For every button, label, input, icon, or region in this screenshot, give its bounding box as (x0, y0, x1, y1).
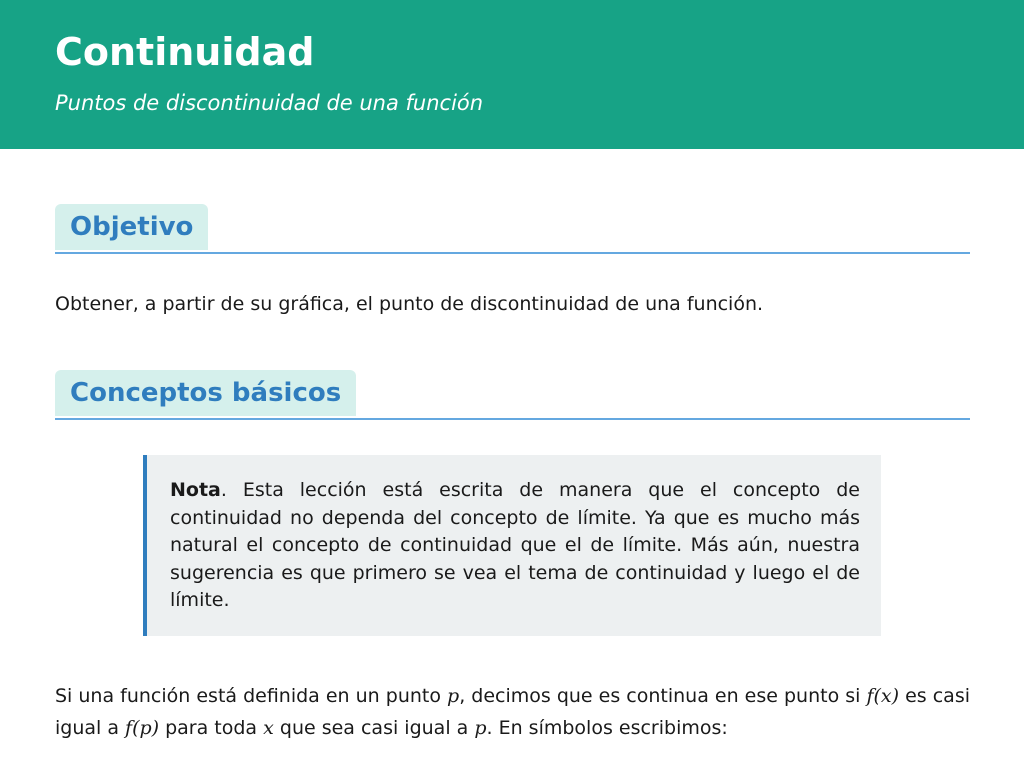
definition-text: para toda (159, 716, 264, 739)
definition-text: es casi igual a (55, 685, 971, 739)
note-box (143, 455, 881, 636)
section-heading-label: Conceptos básicos (55, 370, 356, 416)
page-subtitle: Puntos de discontinuidad de una función (55, 91, 484, 115)
section-heading-conceptos (55, 370, 970, 420)
objective-text: Obtener, a partir de su gráfica, el punto de discontinuidad de una función. (55, 293, 764, 315)
note-body: . Esta lección está escrita de manera que el concepto de continuidad no dependa del concepto de límite. Ya que es mucho más natural el concepto de continuidad que el de límite. Más aún, nuestra sugerencia es que primero se vea el tema de continuidad y luego el de límite. (170, 479, 860, 611)
note-label: Nota (170, 479, 221, 501)
page-title: Continuidad (55, 30, 315, 74)
definition-paragraph (55, 681, 970, 744)
definition-text: Si una función está definida en un punto (55, 685, 448, 707)
math-x: x (263, 716, 274, 739)
math-p: p (447, 685, 460, 707)
section-heading-objetivo (55, 204, 970, 254)
math-p: p (474, 716, 487, 739)
math-fx: f(x) (866, 685, 900, 707)
definition-text: , decimos que es continua en ese punto si (459, 685, 867, 707)
definition-text: . En símbolos escribimos: (486, 716, 728, 739)
page-header (0, 0, 1024, 149)
math-fp: f(p) (125, 716, 160, 739)
definition-text: que sea casi igual a (273, 716, 475, 739)
section-heading-label: Objetivo (55, 204, 208, 250)
note-text (170, 477, 860, 615)
